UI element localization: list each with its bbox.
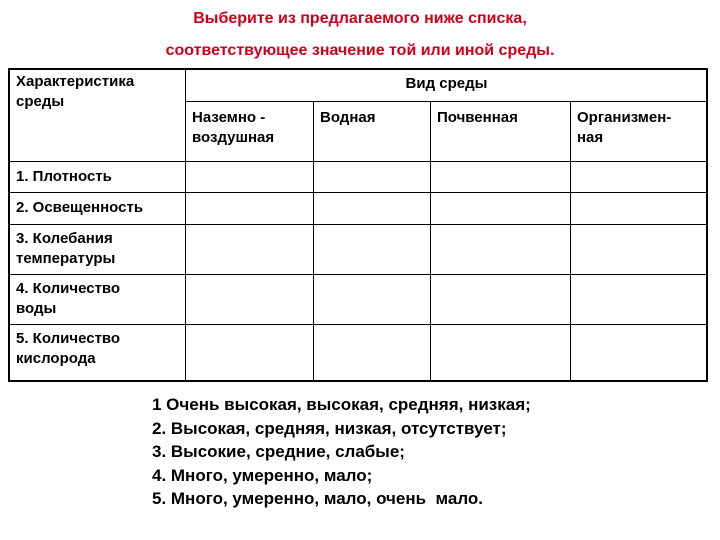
row-label: 4. Количество воды [16,280,121,317]
row-label: 5. Количество кислорода [16,330,121,367]
column-header: Почвенная [437,109,518,126]
column-header: Наземно - воздушная [192,109,275,146]
option-item: 3. Высокие, средние, слабые; [152,442,405,461]
corner-header: Характеристика среды [16,73,135,110]
row-divider [10,192,708,193]
row-label: 1. Плотность [16,168,112,185]
row-divider [10,224,708,225]
group-header: Вид среды [405,75,488,92]
row-divider [10,274,708,275]
option-item: 2. Высокая, средняя, низкая, отсутствует; [152,418,507,438]
column-divider [430,101,431,382]
option-item: 1 Очень высокая, высокая, средняя, низкая; [152,395,531,414]
column-header: Водная [320,109,376,126]
instruction-line-2: соответствующее значение той или иной среды. [165,42,555,59]
column-header: Организмен-ная [577,109,672,146]
column-divider [185,70,186,382]
row-label: 3. Колебания температуры [16,230,116,267]
column-divider [570,101,571,382]
row-divider [10,161,708,162]
option-item: 5. Много, умеренно, мало, очень мало. [152,489,484,508]
row-divider [10,324,708,325]
options-list [152,393,531,511]
column-divider [313,101,314,382]
environment-table [8,68,708,382]
option-item: 4. Много, умеренно, мало; [152,465,373,485]
instruction-line-1: Выберите из предлагаемого ниже списка, [193,10,527,27]
row-label: 2. Освещенность [16,199,144,216]
row-divider [185,101,708,102]
